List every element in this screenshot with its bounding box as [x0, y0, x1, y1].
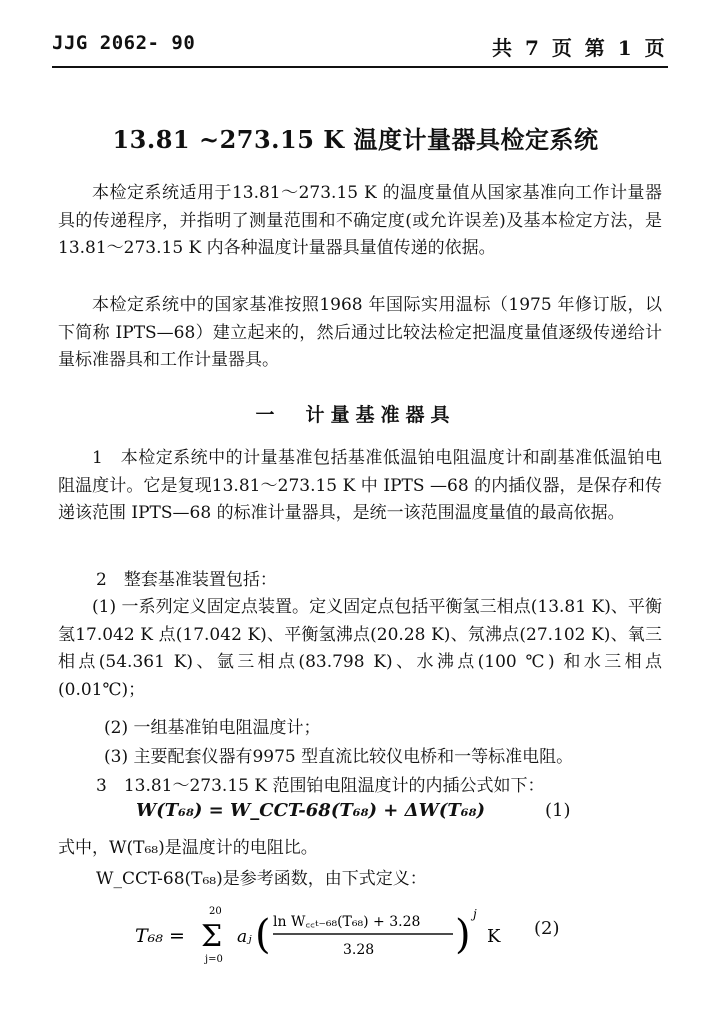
eq2-exponent: j [473, 907, 477, 921]
eq2-numerator: ln W꜀꜀ₜ₋₆₈(T₆₈) + 3.28 [273, 914, 421, 930]
section-heading: 一 计量基准器具 [255, 404, 456, 426]
eq2-close-paren: ) [455, 912, 471, 958]
clause-2-sub-3: (3) 主要配套仪器有9975 型直流比较仪电桥和一等标准电阻。 [104, 747, 574, 767]
equation-2 [135, 898, 555, 968]
where-text: 式中，W(T₆₈)是温度计的电阻比。 [58, 838, 318, 858]
equation-2-graphic [135, 898, 555, 968]
eq2-coefficient: aⱼ [237, 927, 252, 947]
clause-1: 1 本检定系统中的计量基准包括基准低温铂电阻温度计和副基准低温铂电阻温度计。它是复现13.81～273.15 K 中 IPTS —68 的内插仪器，是保存和传递该范围 IPTS—68 的标准计量器具，是统一该范围温度量值的最高依据。 [58, 448, 662, 523]
clause-2-sub-2: (2) 一组基准铂电阻温度计； [104, 718, 321, 738]
eq2-lhs: T₆₈ = [135, 925, 185, 947]
equation-1-number: (1) [545, 800, 571, 821]
eq2-sum-upper: 20 [209, 906, 222, 917]
eq2-sum-lower: j=0 [205, 954, 223, 965]
document-title: 13.81 ~273.15 K 温度计量器具检定系统 [112, 125, 599, 154]
eq2-sigma: Σ [201, 919, 223, 954]
eq2-open-paren: ( [255, 912, 271, 958]
header-rule [52, 66, 668, 68]
reference-function-text: W_CCT-68(T₆₈)是参考函数，由下式定义： [96, 869, 427, 889]
intro-paragraph-1: 本检定系统适用于13.81～273.15 K 的温度量值从国家基准向工作计量器具的传递程序，并指明了测量范围和不确定度(或允许误差)及基本检定方法，是13.81～273.15 K 内各种温度计量器具量值传递的依据。 [58, 183, 662, 258]
equation-1: W(T₆₈) = W_CCT-68(T₆₈) + ΔW(T₆₈) [136, 800, 486, 821]
clause-2-sub-1: (1) 一系列定义固定点装置。定义固定点包括平衡氢三相点(13.81 K)、平衡氢17.042 K 点(17.042 K)、平衡氢沸点(20.28 K)、氖沸点(27.102 K)、氧三相点(54.361 K)、氩三相点(83.798 K)、水沸点(100 ℃) 和水三相点(0.01℃)； [58, 597, 662, 700]
standard-code: JJG 2062- 90 [52, 32, 196, 54]
eq2-denominator: 3.28 [343, 942, 375, 958]
equation-2-number: (2) [534, 918, 560, 939]
intro-paragraph-2: 本检定系统中的国家基准按照1968 年国际实用温标（1975 年修订版，以下简称 IPTS—68）建立起来的，然后通过比较法检定把温度量值逐级传递给计量标准器具和工作计量器具。 [58, 295, 662, 370]
clause-2: 2 整套基准装置包括： [96, 570, 277, 590]
page-indicator: 共 7 页 第 1 页 [492, 36, 665, 60]
clause-3: 3 13.81～273.15 K 范围铂电阻温度计的内插公式如下： [96, 776, 545, 796]
eq2-unit: K [487, 926, 501, 947]
